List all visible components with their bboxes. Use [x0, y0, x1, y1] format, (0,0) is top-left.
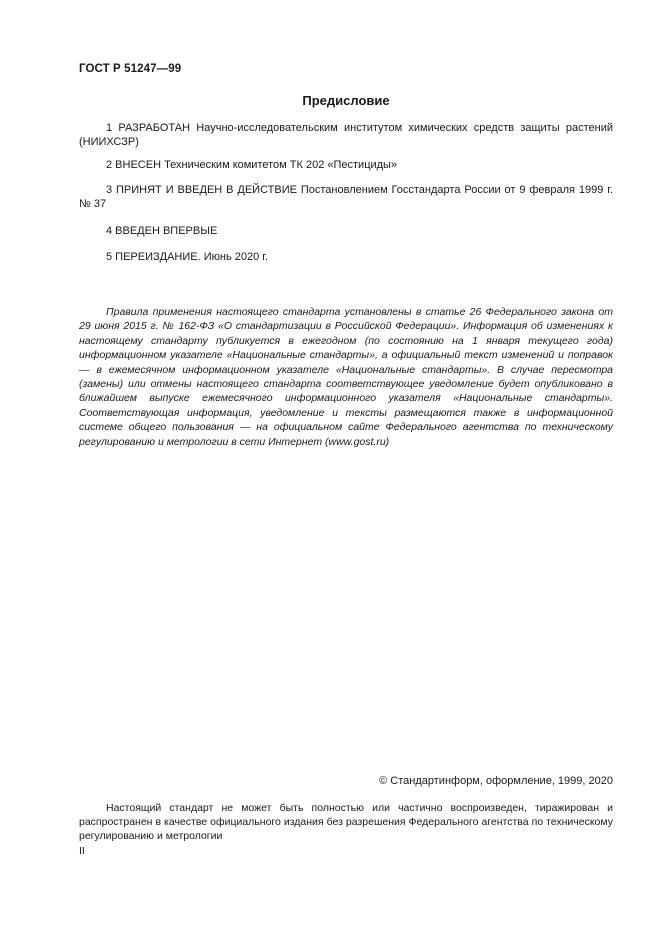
reproduction-restriction: Настоящий стандарт не может быть полностью или частично воспроизведен, тиражирован и распространен в качестве официального издания без разрешения Федерального агентства по техническому регулированию и метрологии — [79, 802, 613, 842]
foreword-item-first-time: 4 ВВЕДЕН ВПЕРВЫЕ — [106, 225, 218, 237]
foreword-item-reissue: 5 ПЕРЕИЗДАНИЕ. Июнь 2020 г. — [106, 251, 268, 263]
copyright-line: © Стандартинформ, оформление, 1999, 2020 — [379, 775, 613, 787]
foreword-item-introduced: 2 ВНЕСЕН Техническим комитетом ТК 202 «Пестициды» — [106, 159, 398, 171]
foreword-item-adopted: 3 ПРИНЯТ И ВВЕДЕН В ДЕЙСТВИЕ Постановлением Госстандарта России от 9 февраля 1999 г. № 37 — [79, 184, 613, 210]
page-number: II — [79, 845, 85, 857]
standard-code: ГОСТ Р 51247—99 — [79, 63, 182, 75]
application-rules-notice: Правила применения настоящего стандарта установлены в статье 26 Федерального закона от 29 июня 2015 г. № 162-ФЗ «О стандартизации в Российской Федерации». Информация об изменениях к настоящему стандарту публикуется в ежегодном (по состоянию на 1 января текущего года) информационном указателе «Национальные стандарты», а официальный текст изменений и поправок — в ежемесячном информационном указателе «Национальные стандарты». В случае пересмотра (замены) или отмены настоящего стандарта соответствующее уведомление будет опубликовано в ближайшем выпуске ежемесячного информационного указателя «Национальные стандарты». Соответствующая информация, уведомление и тексты размещаются также в информационной системе общего пользования — на официальном сайте Федерального агентства по техническому регулированию и метрологии в сети Интернет (www.gost.ru) — [79, 306, 613, 448]
foreword-item-developed: 1 РАЗРАБОТАН Научно-исследовательским институтом химических средств защиты растений (НИИХСЗР) — [79, 122, 613, 148]
foreword-title: Предисловие — [302, 93, 390, 108]
